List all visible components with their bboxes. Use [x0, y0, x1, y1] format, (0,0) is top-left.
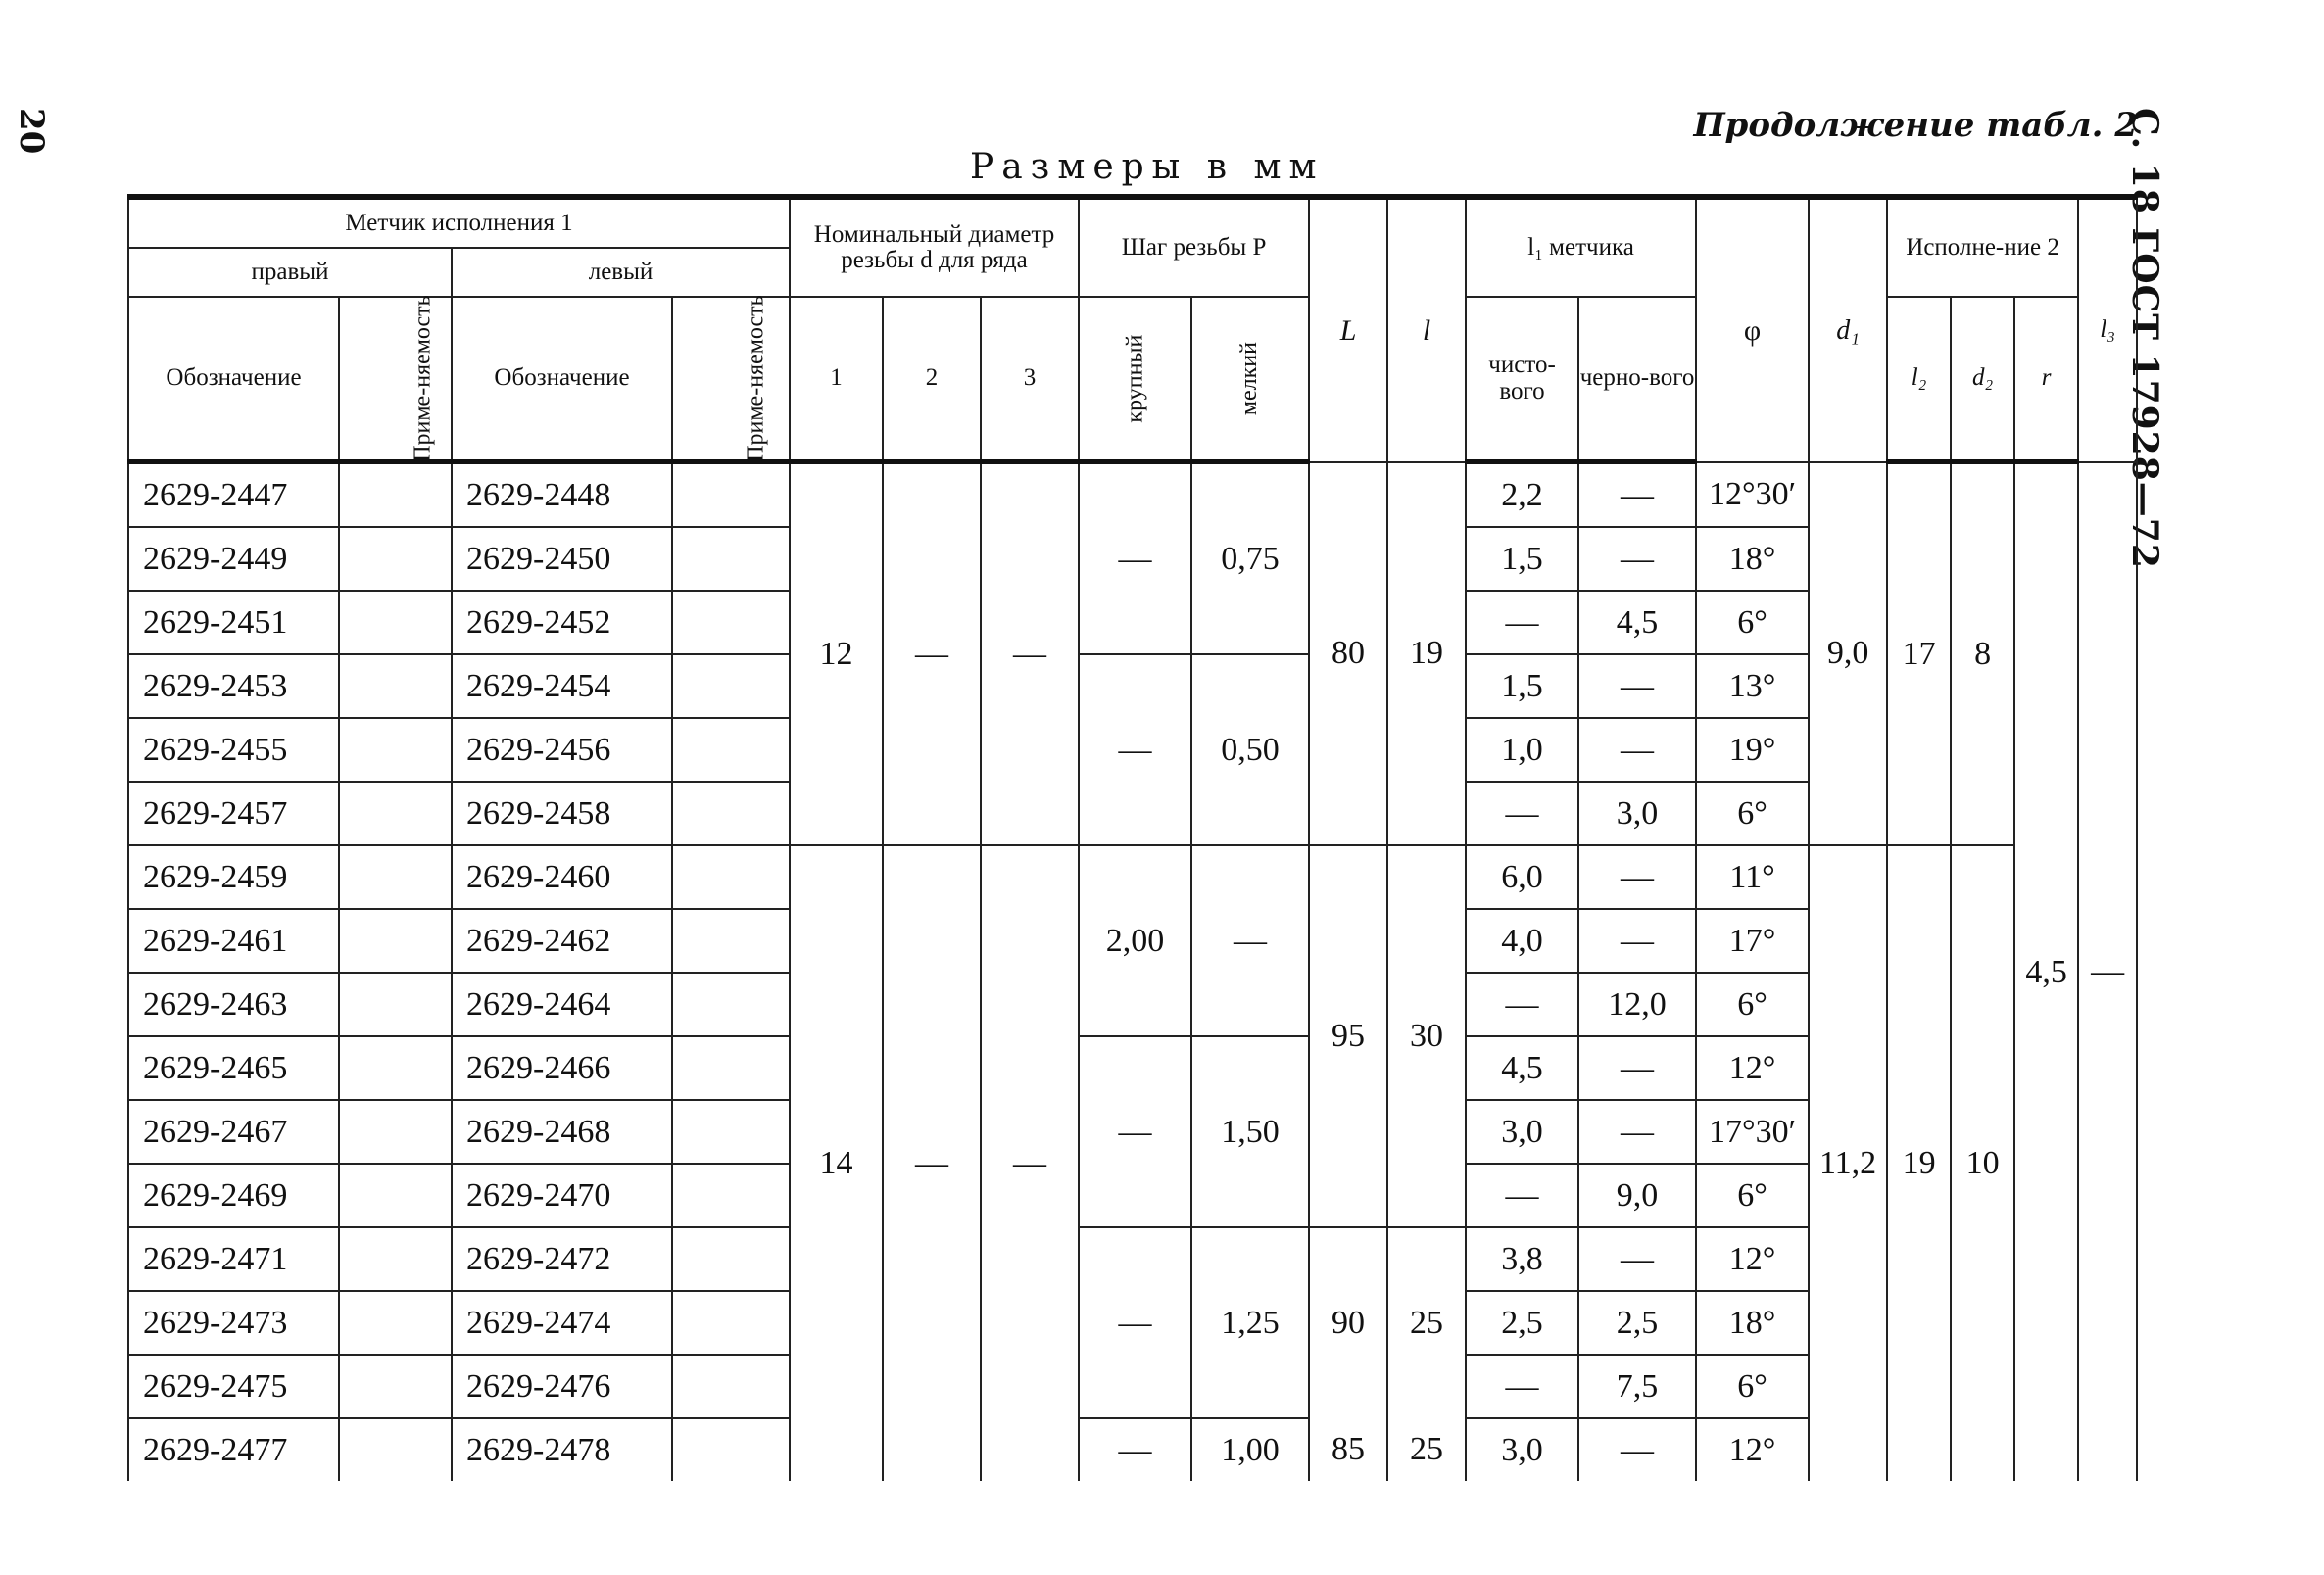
- header-version2: Исполне-ние 2: [1887, 197, 2078, 297]
- right-designation: 2629-2469: [128, 1164, 339, 1227]
- header-finishing: чисто-вого: [1466, 297, 1578, 462]
- header-left-designation: Обозначение: [452, 297, 672, 462]
- header-left-applicability: [672, 297, 790, 462]
- right-applicability: [339, 782, 452, 845]
- table-body: [128, 462, 2137, 1482]
- d2-value: 8: [1951, 462, 2014, 846]
- right-designation: 2629-2457: [128, 782, 339, 845]
- length-L: 90: [1309, 1227, 1387, 1418]
- phi-angle: 12°30′: [1696, 462, 1809, 528]
- l1-finishing: 3,0: [1466, 1418, 1578, 1481]
- pitch-coarse: —: [1079, 462, 1191, 655]
- header-tap-version1: Метчик исполнения 1: [128, 197, 790, 248]
- l1-roughing: 2,5: [1578, 1291, 1696, 1355]
- phi-angle: 12°: [1696, 1036, 1809, 1100]
- l1-roughing: —: [1578, 527, 1696, 591]
- left-applicability: [672, 1291, 790, 1355]
- phi-angle: 13°: [1696, 654, 1809, 718]
- l1-roughing: —: [1578, 845, 1696, 909]
- pitch-fine: 0,50: [1191, 654, 1309, 845]
- left-designation: 2629-2466: [452, 1036, 672, 1100]
- left-applicability: [672, 1100, 790, 1164]
- phi-angle: 6°: [1696, 973, 1809, 1036]
- left-designation: 2629-2452: [452, 591, 672, 654]
- l1-roughing: —: [1578, 1227, 1696, 1291]
- phi-angle: 11°: [1696, 845, 1809, 909]
- right-designation: 2629-2465: [128, 1036, 339, 1100]
- header-right-applicability: [339, 297, 452, 462]
- right-designation: 2629-2459: [128, 845, 339, 909]
- left-designation: 2629-2470: [452, 1164, 672, 1227]
- l1-roughing: —: [1578, 1036, 1696, 1100]
- right-applicability: [339, 718, 452, 782]
- right-designation: 2629-2451: [128, 591, 339, 654]
- phi-angle: 6°: [1696, 1355, 1809, 1418]
- right-applicability: [339, 973, 452, 1036]
- l1-roughing: 3,0: [1578, 782, 1696, 845]
- phi-angle: 12°: [1696, 1418, 1809, 1481]
- left-applicability: [672, 654, 790, 718]
- left-designation: 2629-2456: [452, 718, 672, 782]
- header-left: левый: [452, 248, 790, 297]
- d-row2: —: [883, 462, 981, 846]
- length-l: 19: [1387, 462, 1466, 846]
- pitch-fine: 1,25: [1191, 1227, 1309, 1418]
- length-l: 25: [1387, 1418, 1466, 1481]
- header-coarse: [1079, 297, 1191, 462]
- header-right-applicability-text: Приме-няемость: [410, 295, 436, 463]
- phi-angle: 19°: [1696, 718, 1809, 782]
- dimensions-table: [127, 194, 2138, 1481]
- header-l3: l₃: [2078, 197, 2137, 462]
- phi-angle: 6°: [1696, 1164, 1809, 1227]
- left-designation: 2629-2460: [452, 845, 672, 909]
- left-applicability: [672, 845, 790, 909]
- l1-roughing: —: [1578, 654, 1696, 718]
- l1-finishing: 6,0: [1466, 845, 1578, 909]
- table-continuation: Продолжение табл. 2: [1693, 106, 2138, 145]
- header-l1-tap: l₁ метчика: [1466, 197, 1696, 297]
- l1-roughing: —: [1578, 1100, 1696, 1164]
- left-applicability: [672, 1418, 790, 1481]
- pitch-fine: 1,00: [1191, 1418, 1309, 1481]
- right-applicability: [339, 1100, 452, 1164]
- l1-finishing: —: [1466, 1164, 1578, 1227]
- d-row3: —: [981, 845, 1079, 1481]
- right-applicability: [339, 591, 452, 654]
- left-designation: 2629-2448: [452, 462, 672, 528]
- pitch-coarse: —: [1079, 1036, 1191, 1227]
- table-header: [128, 197, 2137, 462]
- length-L: 95: [1309, 845, 1387, 1227]
- left-designation: 2629-2468: [452, 1100, 672, 1164]
- pitch-coarse: 2,00: [1079, 845, 1191, 1036]
- phi-angle: 17°: [1696, 909, 1809, 973]
- header-L: L: [1309, 197, 1387, 462]
- pitch-fine: 0,75: [1191, 462, 1309, 655]
- right-applicability: [339, 1036, 452, 1100]
- right-designation: 2629-2461: [128, 909, 339, 973]
- l1-finishing: 2,2: [1466, 462, 1578, 528]
- right-applicability: [339, 1164, 452, 1227]
- header-fine: [1191, 297, 1309, 462]
- d-row1: 12: [790, 462, 883, 846]
- right-designation: 2629-2449: [128, 527, 339, 591]
- phi-angle: 12°: [1696, 1227, 1809, 1291]
- phi-angle: 17°30′: [1696, 1100, 1809, 1164]
- right-designation: 2629-2447: [128, 462, 339, 528]
- l1-finishing: 3,0: [1466, 1100, 1578, 1164]
- right-designation: 2629-2453: [128, 654, 339, 718]
- d1-value: 9,0: [1809, 462, 1887, 846]
- l1-finishing: 1,5: [1466, 527, 1578, 591]
- left-designation: 2629-2478: [452, 1418, 672, 1481]
- l1-finishing: 1,0: [1466, 718, 1578, 782]
- l1-finishing: 3,8: [1466, 1227, 1578, 1291]
- length-L: 85: [1309, 1418, 1387, 1481]
- right-designation: 2629-2463: [128, 973, 339, 1036]
- phi-angle: 6°: [1696, 591, 1809, 654]
- header-d1: d₁: [1809, 197, 1887, 462]
- l2-value: 19: [1887, 845, 1951, 1481]
- right-applicability: [339, 845, 452, 909]
- left-applicability: [672, 909, 790, 973]
- left-designation: 2629-2454: [452, 654, 672, 718]
- table-row: [128, 845, 2137, 909]
- right-applicability: [339, 1227, 452, 1291]
- l1-roughing: 12,0: [1578, 973, 1696, 1036]
- d2-value: 10: [1951, 845, 2014, 1481]
- left-applicability: [672, 1164, 790, 1227]
- l1-finishing: 2,5: [1466, 1291, 1578, 1355]
- right-designation: 2629-2473: [128, 1291, 339, 1355]
- right-applicability: [339, 527, 452, 591]
- left-designation: 2629-2450: [452, 527, 672, 591]
- l1-finishing: —: [1466, 782, 1578, 845]
- header-left-applicability-text: Приме-няемость: [743, 295, 769, 463]
- header-fine-text: мелкий: [1236, 342, 1263, 416]
- right-applicability: [339, 909, 452, 973]
- right-designation: 2629-2467: [128, 1100, 339, 1164]
- l1-finishing: —: [1466, 1355, 1578, 1418]
- header-right: правый: [128, 248, 452, 297]
- left-applicability: [672, 591, 790, 654]
- pitch-coarse: —: [1079, 1418, 1191, 1481]
- header-l2: l₂: [1887, 297, 1951, 462]
- pitch-coarse: —: [1079, 654, 1191, 845]
- d-row3: —: [981, 462, 1079, 846]
- right-designation: 2629-2455: [128, 718, 339, 782]
- units-caption: Размеры в мм: [970, 147, 1325, 187]
- left-applicability: [672, 1227, 790, 1291]
- pitch-fine: —: [1191, 845, 1309, 1036]
- pitch-fine: 1,50: [1191, 1036, 1309, 1227]
- header-pitch: Шаг резьбы P: [1079, 197, 1309, 297]
- right-designation: 2629-2475: [128, 1355, 339, 1418]
- header-phi: φ: [1696, 197, 1809, 462]
- d1-value: 11,2: [1809, 845, 1887, 1481]
- pitch-coarse: —: [1079, 1227, 1191, 1418]
- right-applicability: [339, 1418, 452, 1481]
- r-value: 4,5: [2014, 462, 2078, 1482]
- l1-roughing: 7,5: [1578, 1355, 1696, 1418]
- left-applicability: [672, 462, 790, 528]
- l1-finishing: 4,5: [1466, 1036, 1578, 1100]
- left-applicability: [672, 973, 790, 1036]
- phi-angle: 18°: [1696, 527, 1809, 591]
- left-applicability: [672, 1036, 790, 1100]
- left-applicability: [672, 782, 790, 845]
- l1-roughing: —: [1578, 909, 1696, 973]
- l1-roughing: 9,0: [1578, 1164, 1696, 1227]
- page-number: 20: [12, 108, 51, 155]
- right-designation: 2629-2477: [128, 1418, 339, 1481]
- left-designation: 2629-2458: [452, 782, 672, 845]
- l3-value: —: [2078, 462, 2137, 1482]
- l1-finishing: —: [1466, 973, 1578, 1036]
- d-row1: 14: [790, 845, 883, 1481]
- d-row2: —: [883, 845, 981, 1481]
- l1-roughing: —: [1578, 1418, 1696, 1481]
- header-d2: d₂: [1951, 297, 2014, 462]
- l1-finishing: —: [1466, 591, 1578, 654]
- left-designation: 2629-2476: [452, 1355, 672, 1418]
- header-row1: 1: [790, 297, 883, 462]
- right-applicability: [339, 654, 452, 718]
- left-designation: 2629-2462: [452, 909, 672, 973]
- left-designation: 2629-2464: [452, 973, 672, 1036]
- l1-roughing: —: [1578, 718, 1696, 782]
- l1-finishing: 4,0: [1466, 909, 1578, 973]
- length-l: 30: [1387, 845, 1466, 1227]
- l1-finishing: 1,5: [1466, 654, 1578, 718]
- header-nominal-diameter: Номинальный диаметр резьбы d для ряда: [790, 197, 1079, 297]
- header-right-designation: Обозначение: [128, 297, 339, 462]
- right-applicability: [339, 1291, 452, 1355]
- length-l: 25: [1387, 1227, 1466, 1418]
- left-designation: 2629-2474: [452, 1291, 672, 1355]
- left-applicability: [672, 527, 790, 591]
- header-row3: 3: [981, 297, 1079, 462]
- phi-angle: 6°: [1696, 782, 1809, 845]
- document-title: С. 18 ГОСТ 17928—72: [2124, 108, 2165, 569]
- table-row: [128, 462, 2137, 528]
- header-coarse-text: крупный: [1121, 334, 1147, 423]
- l2-value: 17: [1887, 462, 1951, 846]
- phi-angle: 18°: [1696, 1291, 1809, 1355]
- header-l: l: [1387, 197, 1466, 462]
- header-row2: 2: [883, 297, 981, 462]
- right-designation: 2629-2471: [128, 1227, 339, 1291]
- length-L: 80: [1309, 462, 1387, 846]
- right-applicability: [339, 462, 452, 528]
- right-applicability: [339, 1355, 452, 1418]
- header-r: r: [2014, 297, 2078, 462]
- left-applicability: [672, 718, 790, 782]
- l1-roughing: —: [1578, 462, 1696, 528]
- l1-roughing: 4,5: [1578, 591, 1696, 654]
- left-applicability: [672, 1355, 790, 1418]
- header-roughing: черно-вого: [1578, 297, 1696, 462]
- left-designation: 2629-2472: [452, 1227, 672, 1291]
